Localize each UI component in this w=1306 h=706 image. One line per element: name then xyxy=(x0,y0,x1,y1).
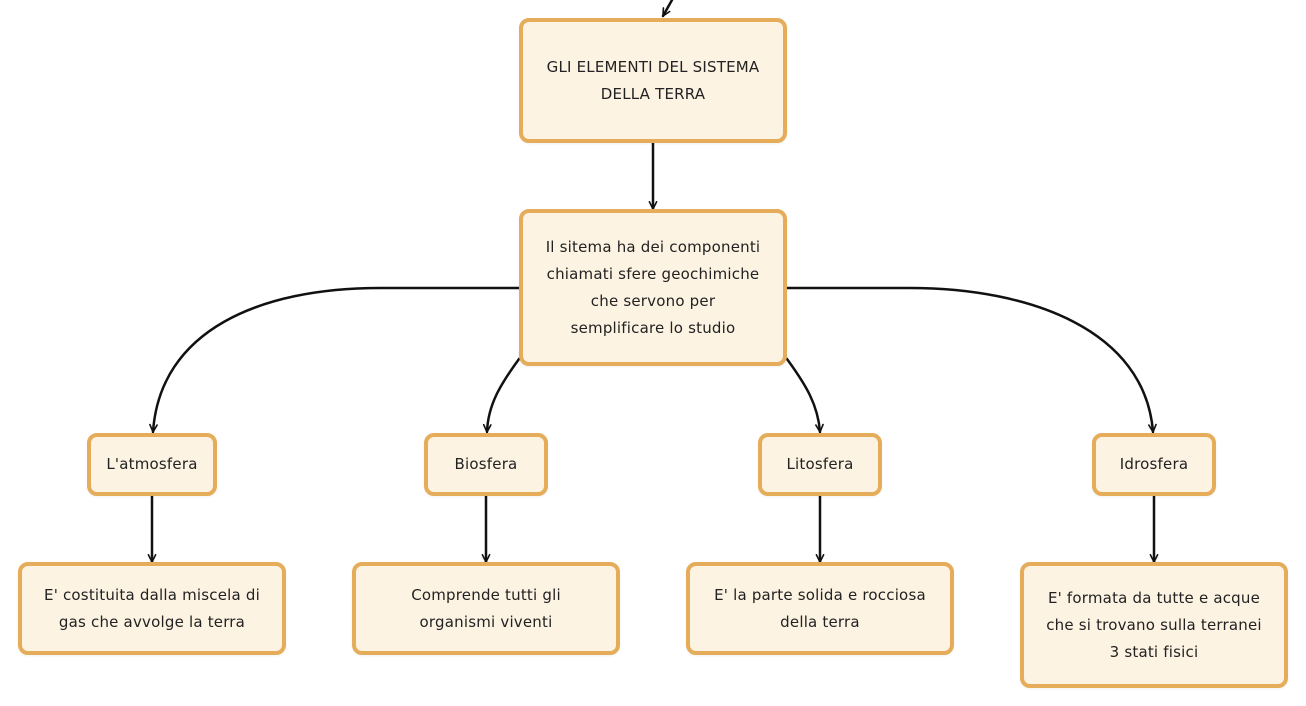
arrow-system-to-litosfera xyxy=(787,359,820,432)
arrow-system-to-idrosfera xyxy=(787,288,1153,432)
incoming-arrow xyxy=(663,0,672,16)
atmosfera-node-label: L'atmosfera xyxy=(106,455,198,473)
biosfera-description-node[interactable] xyxy=(352,562,620,655)
root-node[interactable] xyxy=(519,18,787,143)
root-node-label: GLI ELEMENTI DEL SISTEMA DELLA TERRA xyxy=(546,57,760,103)
litosfera-node-label: Litosfera xyxy=(786,455,854,473)
idrosfera-description-label: E' formata da tutte e acque che si trovano sulla terranei 3 stati fisici xyxy=(1046,588,1262,661)
atmosfera-node[interactable] xyxy=(87,433,217,496)
system-node[interactable] xyxy=(519,209,787,366)
biosfera-node-label: Biosfera xyxy=(454,455,518,473)
biosfera-node[interactable] xyxy=(424,433,548,496)
atmosfera-description-label: E' costituita dalla miscela di gas che avvolge la terra xyxy=(44,585,260,631)
idrosfera-description-node[interactable] xyxy=(1020,562,1288,688)
biosfera-description-label: Comprende tutti gli organismi viventi xyxy=(411,585,561,631)
litosfera-node[interactable] xyxy=(758,433,882,496)
idrosfera-node[interactable] xyxy=(1092,433,1216,496)
system-node-label: Il sitema ha dei componenti chiamati sfere geochimiche che servono per semplificare lo studio xyxy=(545,237,761,337)
arrow-system-to-biosfera xyxy=(487,359,519,432)
atmosfera-description-node[interactable] xyxy=(18,562,286,655)
idrosfera-node-label: Idrosfera xyxy=(1119,455,1189,473)
litosfera-description-node[interactable] xyxy=(686,562,954,655)
litosfera-description-label: E' la parte solida e rocciosa della terra xyxy=(714,585,926,631)
arrow-system-to-atmosfera xyxy=(153,288,519,432)
